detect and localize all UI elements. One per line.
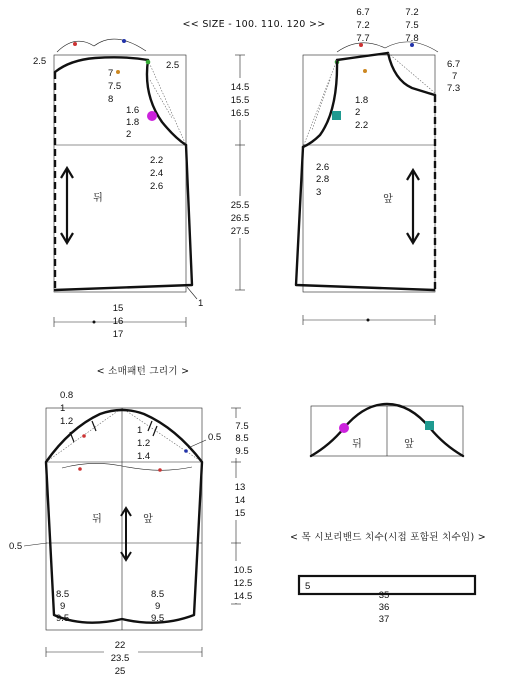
back-neckline [55,57,148,72]
sleeve-back-label: 뒤 [92,514,102,525]
back-notch-marker [147,111,157,121]
front-armhole-low-2: 2.8 [316,174,330,185]
back-shoulder-left: 2.5 [33,56,47,67]
sleeve-front-cap: 0.5 [208,432,222,443]
front-width-dot [367,319,370,322]
sleeve-cuff-left-1: 8.5 [56,589,70,600]
front-neck-right-3: 7.8 [405,33,419,44]
band-height: 5 [305,581,311,592]
back-bodice [33,39,203,340]
back-neck-dot-red [73,42,77,46]
sleeve-frame [46,408,202,630]
back-armhole-mid-2: 1.8 [126,117,140,128]
sleeve-dot-red-r [158,468,162,472]
sleeve-side-mark: 0.5 [9,541,23,552]
sleeve-inner-cap-3: 1.4 [137,451,151,462]
front-armhole-mid-3: 2.2 [355,120,369,131]
sleeve-cap-back-label: 뒤 [352,439,362,450]
back-width-dot [93,321,96,324]
sleeve-outline [46,410,202,623]
band-length-3: 37 [378,614,390,625]
front-neck-width-2: 7.2 [356,20,370,31]
front-shoulder-2: 7 [452,71,458,82]
sleeve-cap-marker-front [425,421,434,430]
sleeve-dot-red-l [78,467,82,471]
sleeve-upper-length-3: 15 [234,508,246,519]
back-hem-mark: 1 [198,298,204,309]
sleeve-back-cap-1: 0.8 [60,390,74,401]
neck-band [299,576,475,625]
sleeve-cuff-right-3: 9.5 [151,613,165,624]
back-neck-dot-blue [122,39,126,43]
back-neck-dot-orange [116,70,120,74]
body-length-dimensions [228,55,252,290]
sleeve-upper-length-2: 14 [234,495,246,506]
sleeve-cuff-left-2: 9 [60,601,66,612]
sleeve-cap-dot-r [184,449,188,453]
sleeve-side-leader [24,543,47,546]
armhole-depth-2: 15.5 [230,95,250,106]
band-length-2: 36 [378,602,390,613]
sleeve-cuff-right-2: 9 [155,601,161,612]
front-shoulder-3: 7.3 [447,83,461,94]
sleeve-front-cap-leader [188,440,206,448]
sleeve-cap-height-2: 8.5 [235,433,249,444]
back-neck-depth-2: 7.5 [108,81,122,92]
sleeve-lower-length-1: 10.5 [233,565,253,576]
front-neck-right-2: 7.5 [405,20,419,31]
front-neck-dot-orange [363,69,367,73]
back-width-1: 15 [112,303,124,314]
front-armhole-mid-2: 2 [355,107,361,118]
back-armhole-guide [148,60,186,145]
sleeve-notch-2 [92,421,96,431]
front-armhole-low-3: 3 [316,187,322,198]
sleeve-upper-length-1: 13 [234,482,246,493]
back-armhole-low-1: 2.2 [150,155,164,166]
size-title: << SIZE - 100. 110. 120 >> [182,19,326,30]
front-neck-width-3: 7.7 [356,33,370,44]
front-shoulder-seam [337,53,388,60]
sleeve-cap-dot-l [82,434,86,438]
back-hem-leader [187,287,197,299]
sleeve-pattern [9,390,252,686]
sleeve-cap-height-1: 7.5 [235,421,249,432]
back-neck-measure-arc [57,39,146,52]
front-shoulder-1: 6.7 [447,59,461,70]
sleeve-front-label: 앞 [143,514,153,525]
sleeve-lower-length-3: 14.5 [233,591,253,602]
sleeve-width-2: 23.5 [110,653,130,664]
side-length-1: 25.5 [230,200,250,211]
front-neck-right-1: 7.2 [405,7,419,18]
back-armhole-mid-1: 1.6 [126,105,140,116]
armhole-depth-1: 14.5 [230,82,250,93]
sleeve-width-3: 25 [114,666,126,677]
front-neck-width-1: 6.7 [356,7,370,18]
band-length-1: 35 [378,590,390,601]
front-bodice [296,7,460,325]
sleeve-back-cap-2: 1 [60,403,66,414]
back-width-2: 16 [112,316,124,327]
front-neck-measure-arc [337,42,438,52]
front-armhole-mid-1: 1.8 [355,95,369,106]
back-armhole-mid-3: 2 [126,129,132,140]
back-armhole-low-2: 2.4 [150,168,164,179]
back-width-3: 17 [112,329,124,340]
front-notch-marker [332,111,341,120]
sleeve-cuff-left-3: 9.5 [56,613,70,624]
back-armhole-low-3: 2.6 [150,181,164,192]
back-neck-depth-1: 7 [108,68,114,79]
sleeve-notch-4 [153,426,157,436]
side-length-2: 26.5 [230,213,250,224]
sleeve-lower-length-2: 12.5 [233,578,253,589]
sleeve-cap-front-label: 앞 [404,439,414,450]
armhole-depth-3: 16.5 [230,108,250,119]
sleeve-width-1: 22 [114,640,126,651]
sleeve-notch-3 [148,421,152,431]
sleeve-cap-marker-back [339,423,349,433]
back-neck-depth-3: 8 [108,94,114,105]
back-shoulder-right: 2.5 [166,60,180,71]
back-label: 뒤 [93,193,103,204]
back-shoulder-dot-green [146,60,151,65]
side-length-3: 27.5 [230,226,250,237]
front-label: 앞 [383,194,393,205]
sleeve-cuff-right-1: 8.5 [151,589,165,600]
sleeve-cap-diagram [311,404,463,456]
sleeve-cap-height-3: 9.5 [235,446,249,457]
sleeve-back-cap-3: 1.2 [60,416,74,427]
sleeve-inner-cap-1: 1 [137,425,143,436]
back-side-hem [55,145,192,290]
front-armhole-low-1: 2.6 [316,162,330,173]
sleeve-title: < 소매패턴 그리기 > [96,366,190,377]
sleeve-inner-cap-2: 1.2 [137,438,151,449]
band-title: < 목 시보리밴드 치수(시접 포함된 치수임) > [289,532,487,543]
